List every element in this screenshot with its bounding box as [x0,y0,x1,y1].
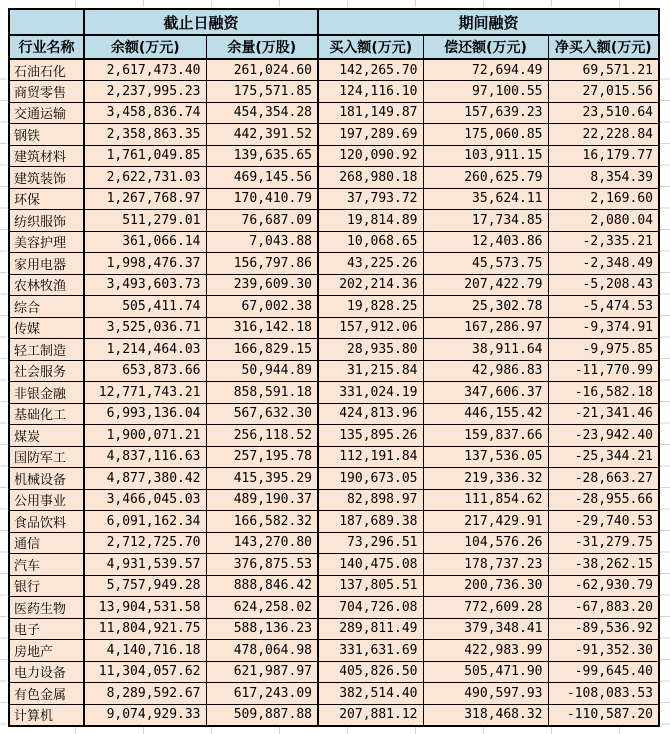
value-cell[interactable]: 207,422.79 [423,274,548,296]
industry-name-cell[interactable]: 有色金属 [9,683,84,705]
value-cell[interactable]: -89,536.92 [548,618,659,640]
table-row [9,102,659,124]
value-cell[interactable]: 25,302.78 [423,296,548,318]
industry-name-cell[interactable]: 机械设备 [9,468,84,490]
value-cell[interactable]: 3,525,036.71 [84,317,206,339]
table-row [9,188,659,210]
value-cell[interactable]: 219,336.32 [423,468,548,490]
value-cell[interactable]: 446,155.42 [423,403,548,425]
value-cell[interactable]: 9,074,929.33 [84,704,206,726]
value-cell[interactable]: 12,771,743.21 [84,382,206,404]
value-cell[interactable]: 379,348.41 [423,618,548,640]
table-row [9,124,659,146]
value-cell[interactable]: 137,805.51 [318,575,423,597]
value-cell[interactable]: 73,296.51 [318,532,423,554]
table-row [9,511,659,533]
value-cell[interactable]: 140,475.08 [318,554,423,576]
value-cell[interactable]: -2,348.49 [548,253,659,275]
value-cell[interactable]: -23,942.40 [548,425,659,447]
value-cell[interactable]: 124,116.10 [318,81,423,103]
value-cell[interactable]: 207,881.12 [318,704,423,726]
table-row [9,683,659,705]
value-cell[interactable]: 858,591.18 [206,382,318,404]
value-cell[interactable]: -99,645.40 [548,661,659,683]
industry-name-cell[interactable]: 计算机 [9,704,84,726]
value-cell[interactable]: 167,286.97 [423,317,548,339]
value-cell[interactable]: 3,458,836.74 [84,102,206,124]
value-cell[interactable]: 43,225.26 [318,253,423,275]
value-cell[interactable]: 76,687.09 [206,210,318,232]
column-header-industry[interactable]: 行业名称 [9,35,84,59]
value-cell[interactable]: 331,631.69 [318,640,423,662]
industry-name-cell[interactable]: 医药生物 [9,597,84,619]
industry-name-cell[interactable]: 汽车 [9,554,84,576]
value-cell[interactable]: -31,279.75 [548,532,659,554]
value-cell[interactable]: 139,635.65 [206,145,318,167]
value-cell[interactable]: -2,335.21 [548,231,659,253]
value-cell[interactable]: 72,694.49 [423,59,548,81]
value-cell[interactable]: 112,191.84 [318,446,423,468]
value-cell[interactable]: 175,060.85 [423,124,548,146]
value-cell[interactable]: 156,797.86 [206,253,318,275]
table-row [9,575,659,597]
value-cell[interactable]: 505,411.74 [84,296,206,318]
value-cell[interactable]: -21,341.46 [548,403,659,425]
table-row [9,231,659,253]
value-cell[interactable]: 16,179.77 [548,145,659,167]
sheet-gridlines-bottom [8,726,658,734]
value-cell[interactable]: 200,736.30 [423,575,548,597]
value-cell[interactable]: 38,911.64 [423,339,548,361]
industry-name-cell[interactable]: 农林牧渔 [9,274,84,296]
value-cell[interactable]: 415,395.29 [206,468,318,490]
value-cell[interactable]: 19,828.25 [318,296,423,318]
industry-name-cell[interactable]: 食品饮料 [9,511,84,533]
industry-name-cell[interactable]: 电力设备 [9,661,84,683]
value-cell[interactable]: 509,887.88 [206,704,318,726]
value-cell[interactable]: 621,987.97 [206,661,318,683]
industry-name-cell[interactable]: 房地产 [9,640,84,662]
value-cell[interactable]: 166,829.15 [206,339,318,361]
value-cell[interactable]: 7,043.88 [206,231,318,253]
industry-name-cell[interactable]: 建筑装饰 [9,167,84,189]
value-cell[interactable]: 422,983.99 [423,640,548,662]
value-cell[interactable]: -108,083.53 [548,683,659,705]
value-cell[interactable]: 239,609.30 [206,274,318,296]
table-row [9,661,659,683]
value-cell[interactable]: 28,935.80 [318,339,423,361]
value-cell[interactable]: 27,015.56 [548,81,659,103]
value-cell[interactable]: -67,883.20 [548,597,659,619]
value-cell[interactable]: 6,091,162.34 [84,511,206,533]
value-cell[interactable]: 511,279.01 [84,210,206,232]
value-cell[interactable]: 197,289.69 [318,124,423,146]
value-cell[interactable]: 347,606.37 [423,382,548,404]
table-body [9,59,659,726]
value-cell[interactable]: 12,403.86 [423,231,548,253]
table-row [9,360,659,382]
value-cell[interactable]: 888,846.42 [206,575,318,597]
industry-name-cell[interactable]: 钢铁 [9,124,84,146]
industry-name-cell[interactable]: 建筑材料 [9,145,84,167]
industry-name-cell[interactable]: 家用电器 [9,253,84,275]
table-row [9,296,659,318]
table-row [9,532,659,554]
value-cell[interactable]: 490,597.93 [423,683,548,705]
value-cell[interactable]: 567,632.30 [206,403,318,425]
industry-name-cell[interactable]: 国防军工 [9,446,84,468]
value-cell[interactable]: 653,873.66 [84,360,206,382]
table-row [9,640,659,662]
value-cell[interactable]: 376,875.53 [206,554,318,576]
value-cell[interactable]: -28,663.27 [548,468,659,490]
industry-name-cell[interactable]: 商贸零售 [9,81,84,103]
value-cell[interactable]: 318,468.32 [423,704,548,726]
column-header-balance[interactable]: 余额(万元) [84,35,206,59]
table-row [9,597,659,619]
value-cell[interactable]: 97,100.55 [423,81,548,103]
value-cell[interactable]: 69,571.21 [548,59,659,81]
value-cell[interactable]: 3,493,603.73 [84,274,206,296]
value-cell[interactable]: 624,258.02 [206,597,318,619]
value-cell[interactable]: 424,813.96 [318,403,423,425]
value-cell[interactable]: 10,068.65 [318,231,423,253]
value-cell[interactable]: 2,617,473.40 [84,59,206,81]
value-cell[interactable]: -16,582.18 [548,382,659,404]
value-cell[interactable]: 11,304,057.62 [84,661,206,683]
value-cell[interactable]: 2,237,995.23 [84,81,206,103]
group-header-cutoff-financing[interactable]: 截止日融资 [84,9,318,35]
value-cell[interactable]: 2,622,731.03 [84,167,206,189]
value-cell[interactable]: 2,169.60 [548,188,659,210]
value-cell[interactable]: 103,911.15 [423,145,548,167]
value-cell[interactable]: 3,466,045.03 [84,489,206,511]
table-row [9,274,659,296]
value-cell[interactable]: 50,944.89 [206,360,318,382]
industry-name-cell[interactable]: 公用事业 [9,489,84,511]
industry-name-cell[interactable]: 纺织服饰 [9,210,84,232]
value-cell[interactable]: -5,208.43 [548,274,659,296]
industry-name-cell[interactable]: 交通运输 [9,102,84,124]
sheet-gridlines-right [659,58,670,726]
value-cell[interactable]: 1,998,476.37 [84,253,206,275]
table-row [9,59,659,81]
table-row [9,468,659,490]
table-row [9,704,659,726]
value-cell[interactable]: 478,064.98 [206,640,318,662]
corner-header-cell[interactable] [9,9,84,35]
table-row [9,382,659,404]
value-cell[interactable]: 157,912.06 [318,317,423,339]
value-cell[interactable]: 17,734.85 [423,210,548,232]
table-row [9,145,659,167]
group-header-row [9,9,659,35]
value-cell[interactable]: 772,609.28 [423,597,548,619]
value-cell[interactable]: 42,986.83 [423,360,548,382]
industry-name-cell[interactable]: 石油石化 [9,59,84,81]
group-header-period-financing[interactable]: 期间融资 [318,9,659,35]
value-cell[interactable]: 1,267,768.97 [84,188,206,210]
value-cell[interactable]: 257,195.78 [206,446,318,468]
value-cell[interactable]: 82,898.97 [318,489,423,511]
value-cell[interactable]: 202,214.36 [318,274,423,296]
value-cell[interactable]: -9,374.91 [548,317,659,339]
value-cell[interactable]: 489,190.37 [206,489,318,511]
value-cell[interactable]: 8,289,592.67 [84,683,206,705]
value-cell[interactable]: 142,265.70 [318,59,423,81]
column-header-net-buy-amount[interactable]: 净买入额(万元) [548,35,659,59]
value-cell[interactable]: 181,149.87 [318,102,423,124]
value-cell[interactable]: 170,410.79 [206,188,318,210]
value-cell[interactable]: -9,975.85 [548,339,659,361]
value-cell[interactable]: 178,737.23 [423,554,548,576]
value-cell[interactable]: 268,980.18 [318,167,423,189]
value-cell[interactable]: 2,358,863.35 [84,124,206,146]
value-cell[interactable]: 31,215.84 [318,360,423,382]
value-cell[interactable]: 37,793.72 [318,188,423,210]
value-cell[interactable]: 35,624.11 [423,188,548,210]
table-row [9,253,659,275]
value-cell[interactable]: -62,930.79 [548,575,659,597]
value-cell[interactable]: 4,837,116.63 [84,446,206,468]
industry-name-cell[interactable]: 社会服务 [9,360,84,382]
value-cell[interactable]: 469,145.56 [206,167,318,189]
value-cell[interactable]: 260,625.79 [423,167,548,189]
table-row [9,489,659,511]
margin-financing-by-industry-table [8,8,660,727]
value-cell[interactable]: -38,262.15 [548,554,659,576]
value-cell[interactable]: 442,391.52 [206,124,318,146]
value-cell[interactable]: 588,136.23 [206,618,318,640]
value-cell[interactable]: 2,712,725.70 [84,532,206,554]
value-cell[interactable]: 175,571.85 [206,81,318,103]
value-cell[interactable]: -110,587.20 [548,704,659,726]
column-header-repay-amount[interactable]: 偿还额(万元) [423,35,548,59]
value-cell[interactable]: 289,811.49 [318,618,423,640]
sheet-gridlines-left [0,58,7,726]
value-cell[interactable]: 13,904,531.58 [84,597,206,619]
industry-name-cell[interactable]: 综合 [9,296,84,318]
industry-name-cell[interactable]: 传媒 [9,317,84,339]
value-cell[interactable]: 190,673.05 [318,468,423,490]
column-header-shares[interactable]: 余量(万股) [206,35,318,59]
value-cell[interactable]: 505,471.90 [423,661,548,683]
value-cell[interactable]: 331,024.19 [318,382,423,404]
value-cell[interactable]: 1,761,049.85 [84,145,206,167]
value-cell[interactable]: -28,955.66 [548,489,659,511]
value-cell[interactable]: 617,243.09 [206,683,318,705]
table-row [9,339,659,361]
table-row [9,210,659,232]
value-cell[interactable]: 382,514.40 [318,683,423,705]
value-cell[interactable]: -91,352.30 [548,640,659,662]
value-cell[interactable]: 1,214,464.03 [84,339,206,361]
table-row [9,81,659,103]
value-cell[interactable]: 454,354.28 [206,102,318,124]
value-cell[interactable]: 316,142.18 [206,317,318,339]
industry-name-cell[interactable]: 银行 [9,575,84,597]
table-row [9,317,659,339]
value-cell[interactable]: -25,344.21 [548,446,659,468]
industry-name-cell[interactable]: 电子 [9,618,84,640]
value-cell[interactable]: 361,066.14 [84,231,206,253]
column-header-row [9,35,659,59]
value-cell[interactable]: 704,726.08 [318,597,423,619]
value-cell[interactable]: -5,474.53 [548,296,659,318]
value-cell[interactable]: 111,854.62 [423,489,548,511]
value-cell[interactable]: 217,429.91 [423,511,548,533]
value-cell[interactable]: 19,814.89 [318,210,423,232]
table-row [9,446,659,468]
value-cell[interactable]: 135,895.26 [318,425,423,447]
value-cell[interactable]: -11,770.99 [548,360,659,382]
value-cell[interactable]: 8,354.39 [548,167,659,189]
table-row [9,618,659,640]
value-cell[interactable]: 120,090.92 [318,145,423,167]
industry-name-cell[interactable]: 美容护理 [9,231,84,253]
industry-name-cell[interactable]: 轻工制造 [9,339,84,361]
value-cell[interactable]: 22,228.84 [548,124,659,146]
value-cell[interactable]: 166,582.32 [206,511,318,533]
spreadsheet-region [8,8,660,727]
industry-name-cell[interactable]: 环保 [9,188,84,210]
value-cell[interactable]: 159,837.66 [423,425,548,447]
table-row [9,554,659,576]
value-cell[interactable]: 11,804,921.75 [84,618,206,640]
value-cell[interactable]: 1,900,071.21 [84,425,206,447]
table-row [9,425,659,447]
value-cell[interactable]: 143,270.80 [206,532,318,554]
value-cell[interactable]: 6,993,136.04 [84,403,206,425]
value-cell[interactable]: 104,576.26 [423,532,548,554]
value-cell[interactable]: 23,510.64 [548,102,659,124]
sheet-gridlines-top [8,0,658,7]
value-cell[interactable]: 256,118.52 [206,425,318,447]
value-cell[interactable]: 261,024.60 [206,59,318,81]
value-cell[interactable]: 4,140,716.18 [84,640,206,662]
table-row [9,167,659,189]
industry-name-cell[interactable]: 通信 [9,532,84,554]
industry-name-cell[interactable]: 非银金融 [9,382,84,404]
value-cell[interactable]: 67,002.38 [206,296,318,318]
value-cell[interactable]: 4,931,539.57 [84,554,206,576]
industry-name-cell[interactable]: 基础化工 [9,403,84,425]
value-cell[interactable]: 5,757,949.28 [84,575,206,597]
value-cell[interactable]: 137,536.05 [423,446,548,468]
value-cell[interactable]: 187,689.38 [318,511,423,533]
value-cell[interactable]: 2,080.04 [548,210,659,232]
table-row [9,403,659,425]
value-cell[interactable]: 157,639.23 [423,102,548,124]
industry-name-cell[interactable]: 煤炭 [9,425,84,447]
value-cell[interactable]: 4,877,380.42 [84,468,206,490]
value-cell[interactable]: -29,740.53 [548,511,659,533]
column-header-buy-amount[interactable]: 买入额(万元) [318,35,423,59]
value-cell[interactable]: 405,826.50 [318,661,423,683]
value-cell[interactable]: 45,573.75 [423,253,548,275]
